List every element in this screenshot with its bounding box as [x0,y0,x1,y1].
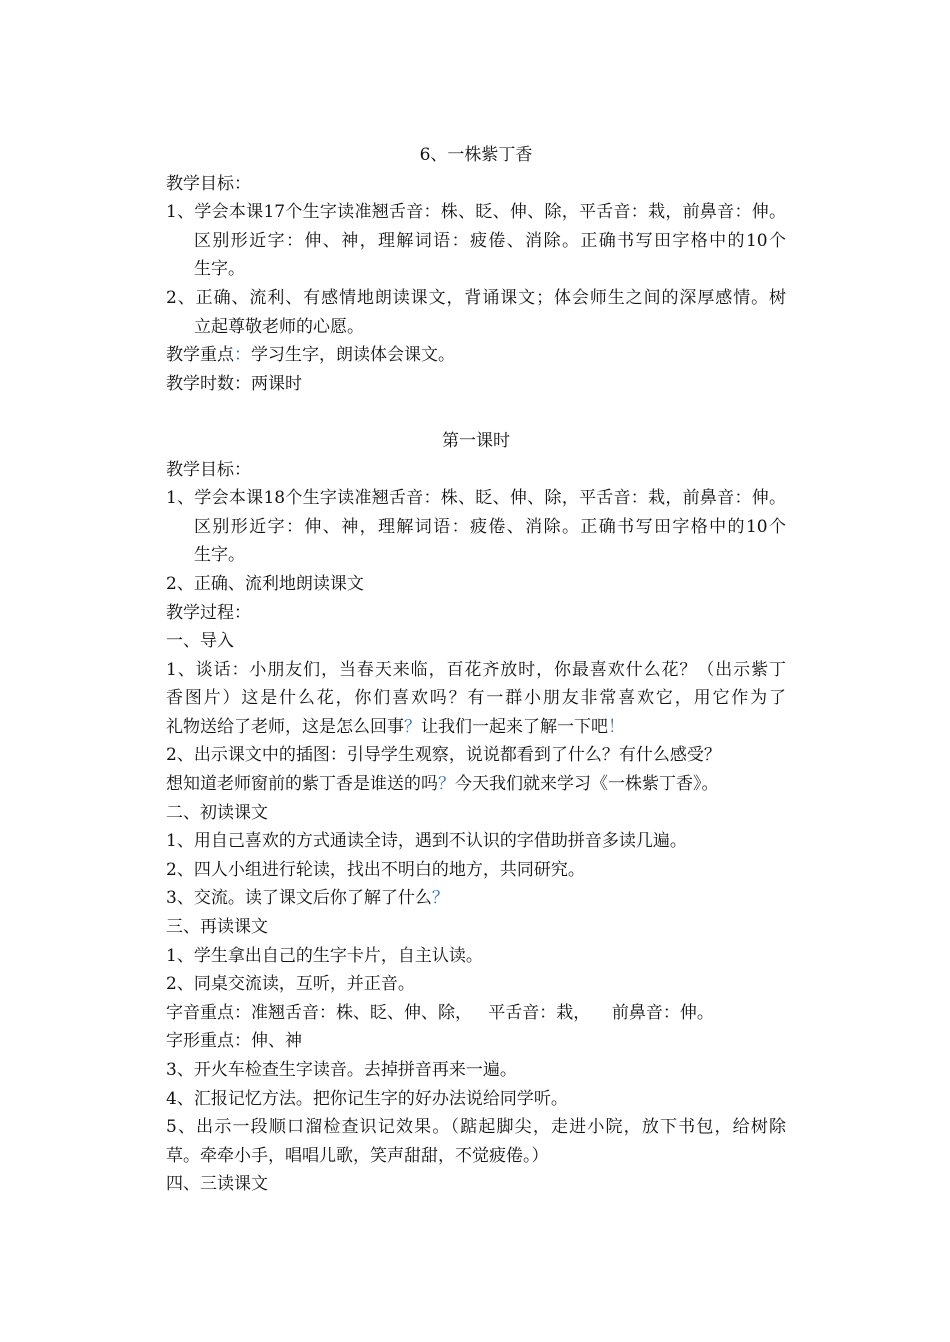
document-title: 6、一株紫丁香 [419,145,533,165]
section-3-item-3: 3、开火车检查生字读音。去掉拼音再来一遍。 [166,1060,517,1080]
character-shape-focus: 字形重点：伸、神 [166,1031,302,1052]
goals-heading: 教学目标： [166,173,251,194]
lesson-1-goal-1-line-3: 生字。 [194,545,245,566]
goal-2-line-1: 2、正确、流利、有感情地朗读课文，背诵课文；体会师生之间的深厚感情。树 [166,287,786,308]
spacer [166,398,786,427]
teaching-hours: 教学时数：两课时 [166,373,302,394]
lesson-1-goal-1-line-1: 1、学会本课18个生字读准翘舌音：株、眨、伸、除，平舌音：栽，前鼻音：伸。 [166,488,786,509]
section-1-item-1-line-1: 1、谈话：小朋友们，当春天来临，百花齐放时，你最喜欢什么花？（出示紫丁 [166,659,786,680]
key-points-text: 学习生字，朗读体会课文。 [251,345,455,366]
section-1-heading: 一、导入 [166,631,234,652]
lesson-1-title: 第一课时 [442,430,510,451]
goal-1-line-2: 区别形近字：伸、神，理解词语：疲倦、消除。正确书写田字格中的10个 [194,230,786,251]
section-1-item-1-line-2: 香图片）这是什么花，你们喜欢吗？有一群小朋友非常喜欢它，用它作为了 [166,688,786,709]
question-mark: ？ [431,888,449,909]
lesson-1-goals-heading: 教学目标： [166,459,251,480]
goal-2-line-2: 立起尊敬老师的心愿。 [194,316,364,337]
text-run: 今天我们就来学习《一株紫丁香》。 [455,774,719,795]
section-3-item-5-line-1: 5、出示一段顺口溜检查识记效果。（踮起脚尖，走进小院，放下书包，给树除 [166,1117,786,1138]
goal-1-line-3: 生字。 [194,259,245,280]
section-1-item-1-line-3 [166,713,786,742]
lesson-1-goal-2: 2、正确、流利地朗读课文 [166,573,364,594]
section-4-heading: 四、三读课文 [166,1174,268,1195]
goal-1-line-1: 1、学会本课17个生字读准翘舌音：株、眨、伸、除，平舌音：栽，前鼻音：伸。 [166,202,786,223]
question-mark: ？ [438,774,455,795]
key-points [166,341,786,370]
section-3-item-2: 2、同桌交流读，互听，并正音。 [166,974,415,995]
text-run: 3、交流。读了课文后你了解了什么 [166,888,432,909]
question-mark: ？ [404,716,421,737]
section-3-item-5-line-2: 草。牵牵小手，唱唱儿歌，笑声甜甜，不觉疲倦。） [166,1145,549,1166]
section-1-item-2-line-1: 2、出示课文中的插图：引导学生观察，说说都看到了什么？有什么感受？ [166,745,721,766]
section-2-item-1: 1、用自己喜欢的方式通读全诗，遇到不认识的字借助拼音多读几遍。 [166,831,687,852]
pronunciation-focus: 字音重点：准翘舌音：株、眨、伸、除， 平舌音：栽， 前鼻音：伸。 [166,1002,714,1023]
section-3-item-1: 1、学生拿出自己的生字卡片，自主认读。 [166,945,483,966]
key-points-label: 教学重点 [166,345,234,366]
key-points-colon: ： [234,345,251,366]
lesson-plan-body [166,141,786,1199]
text-run: 礼物送给了老师，这是怎么回事 [166,716,404,737]
section-3-heading: 三、再读课文 [166,917,268,938]
section-3-item-4: 4、汇报记忆方法。把你记生字的好办法说给同学听。 [166,1088,568,1109]
section-2-item-3 [166,884,786,913]
exclamation-mark: ！ [608,716,625,737]
text-run: 让我们一起来了解一下吧 [421,716,608,737]
process-heading: 教学过程： [166,602,251,623]
lesson-1-goal-1-line-2: 区别形近字：伸、神，理解词语：疲倦、消除。正确书写田字格中的10个 [194,516,786,537]
section-2-item-2: 2、四人小组进行轮读，找出不明白的地方，共同研究。 [166,859,585,880]
text-run: 想知道老师窗前的紫丁香是谁送的吗 [166,774,438,795]
section-1-item-2-line-2 [166,770,786,799]
section-2-heading: 二、初读课文 [166,802,268,823]
